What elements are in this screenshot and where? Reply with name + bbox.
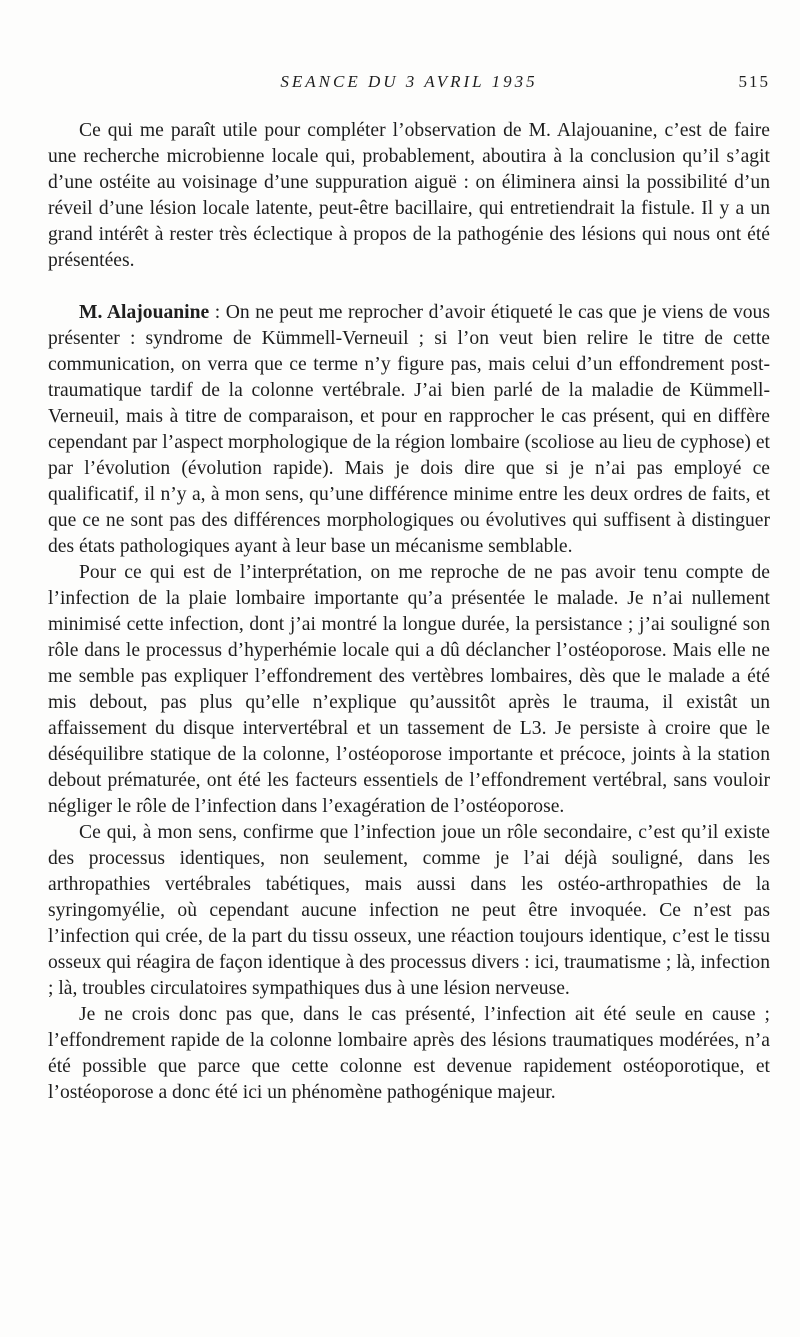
paragraph-interpretation [48, 560, 770, 820]
paragraph-confirmation [48, 820, 770, 1002]
running-title: SEANCE DU 3 AVRIL 1935 [280, 72, 538, 91]
paragraph-text: Je ne crois donc pas que, dans le cas présenté, l’infection ait été seule en cause ; l’effondrement rapide de la colonne lombaire après des lésions traumatiques modérées, n’a été possible que parce que cette colonne est devenue rapidement ostéoporotique, et l’ostéoporose a donc été ici un phénomène pathogénique majeur. [48, 1004, 770, 1103]
paragraph-conclusion [48, 1002, 770, 1106]
speaker-name: M. Alajouanine [79, 302, 210, 323]
paragraph-text: Pour ce qui est de l’interprétation, on me reproche de ne pas avoir tenu compte de l’infection de la plaie lombaire importante qu’a présentée le malade. Je n’ai nullement minimisé cette infection, dont j’ai montré la longue durée, la persistance ; j’ai souligné son rôle dans le processus d’hyperhémie locale qui a dû déclancher l’ostéoporose. Mais elle ne me semble pas expliquer l’effondrement des vertèbres lombaires, dès que le malade a été mis debout, pas plus qu’elle n’explique qu’aussitôt après le trauma, il existât un affaissement du disque intervertébral et un tassement de L3. Je persiste à croire que le déséquilibre statique de la colonne, l’ostéoporose importante et précoce, joints à la station debout prématurée, ont été les facteurs essentiels de l’effondrement vertébral, sans vouloir négliger le rôle de l’infection dans l’exagération de l’ostéoporose. [48, 562, 770, 817]
paragraph-text: Ce qui, à mon sens, confirme que l’infection joue un rôle secondaire, c’est qu’il existe des processus identiques, non seulement, comme je l’ai déjà souligné, dans les arthropathies vertébrales tabétiques, mais aussi dans les ostéo-arthropathies de la syringomyélie, où cependant aucune infection ne peut être invoquée. Ce n’est pas l’infection qui crée, de la part du tissu osseux, une réaction toujours identique, c’est le tissu osseux qui réagira de façon identique à des processus divers : ici, traumatisme ; là, infection ; là, troubles circulatoires sympathiques dus à une lésion nerveuse. [48, 822, 770, 999]
body-text [48, 118, 770, 1106]
paragraph-reply [48, 300, 770, 560]
paragraph-text: Ce qui me paraît utile pour compléter l’observation de M. Alajouanine, c’est de faire une recherche microbienne locale qui, probablement, aboutira à la conclusion qu’il s’agit d’une ostéite au voisinage d’une suppuration aiguë : on éliminera ainsi la possibilité d’un réveil d’une lésion locale latente, peut-être bacillaire, qui entretiendrait la fistule. Il y a un grand intérêt à rester très éclectique à propos de la pathogénie des lésions qui nous ont été présentées. [48, 120, 770, 271]
paragraph-text: : On ne peut me reprocher d’avoir étiqueté le cas que je viens de vous présenter : syndrome de Kümmell-Verneuil ; si l’on veut bien relire le titre de cette communication, on verra que ce terme n’y figure pas, mais celui d’un effondrement post-traumatique tardif de la colonne vertébrale. J’ai bien parlé de la maladie de Kümmell-Verneuil, mais à titre de comparaison, et pour en rapprocher le cas présent, qui en diffère cependant par l’aspect morphologique de la région lombaire (scoliose au lieu de cyphose) et par l’évolution (évolution rapide). Mais je dois dire que si je n’ai pas employé ce qualificatif, il n’y a, à mon sens, qu’une différence minime entre les deux ordres de faits, et que ce ne sont pas des différences morphologiques ou évolutives qui suffisent à distinguer des états pathologiques ayant à leur base un mécanisme semblable. [48, 302, 770, 557]
paragraph-intro [48, 118, 770, 274]
page-number: 515 [738, 72, 770, 91]
running-header [48, 72, 770, 96]
